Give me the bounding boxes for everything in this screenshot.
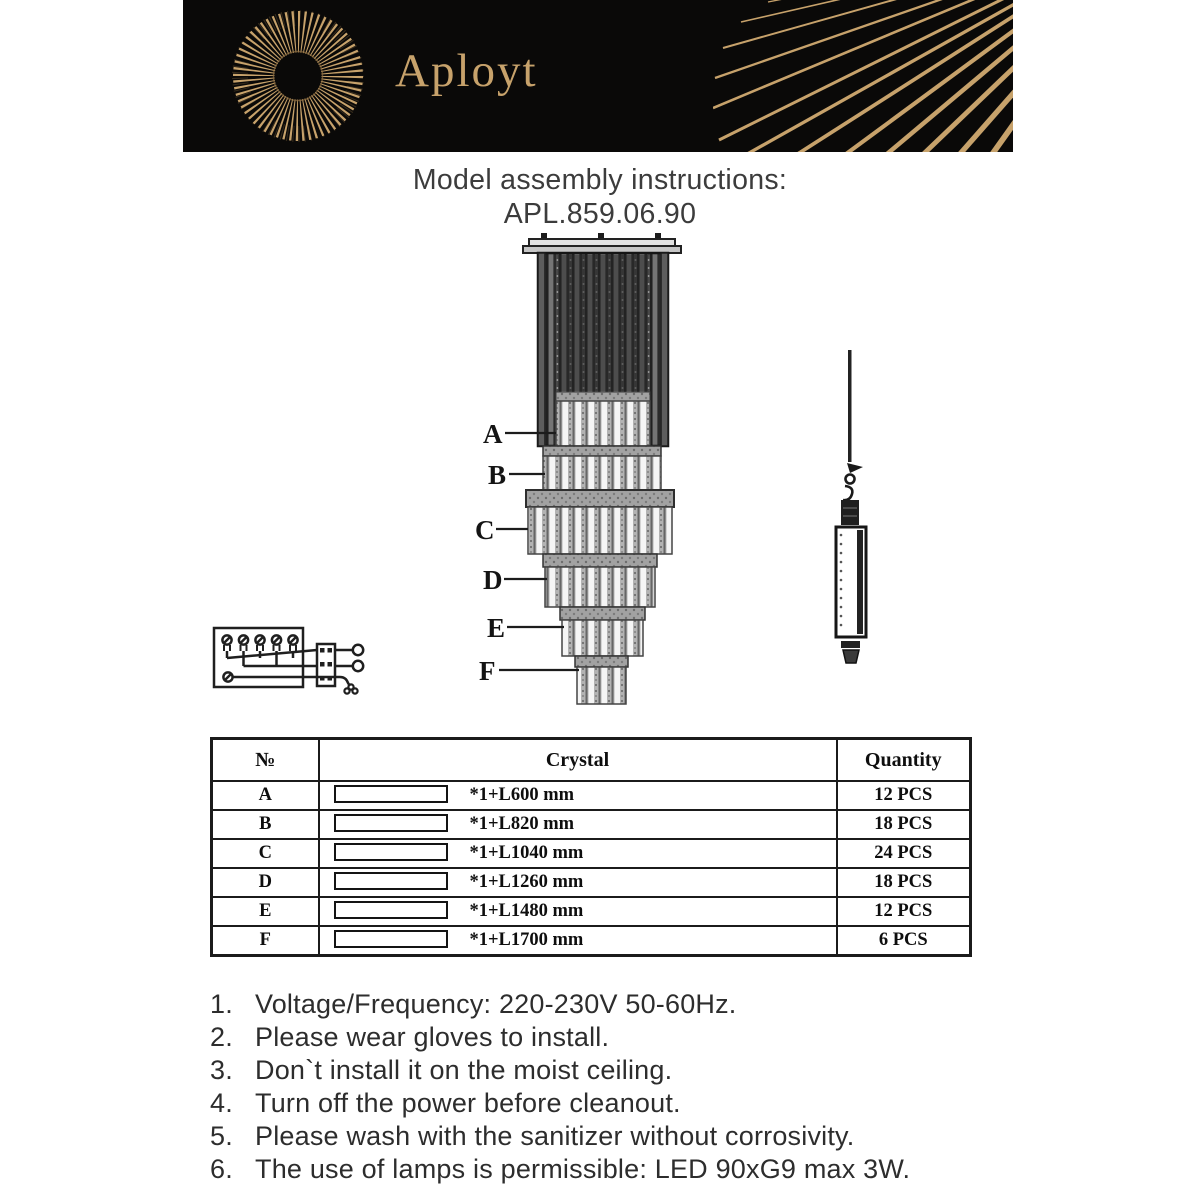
crystal-spec: *1+L1040 mm: [469, 843, 584, 863]
brand-name: Aployt: [395, 45, 538, 97]
row-crystal: [319, 810, 837, 839]
row-crystal: [319, 926, 837, 956]
model-number: APL.859.06.90: [503, 198, 697, 230]
crystal-spec: *1+L1700 mm: [469, 930, 584, 950]
crystal-swatch-icon: [334, 843, 448, 861]
table-row: [212, 810, 971, 839]
pendant-diagram: [836, 350, 866, 663]
tier-label-b: B: [488, 460, 507, 490]
row-quantity: 18 PCS: [837, 868, 971, 897]
instruction-number: 4.: [210, 1088, 233, 1118]
crystal-swatch-icon: [334, 901, 448, 919]
tier-label-c: C: [475, 515, 495, 545]
row-no: A: [212, 781, 319, 810]
row-no: C: [212, 839, 319, 868]
row-crystal: [319, 868, 837, 897]
instruction-item: [210, 1054, 1020, 1087]
instruction-item: [210, 1153, 1020, 1186]
row-quantity: 12 PCS: [837, 897, 971, 926]
table-row: [212, 839, 971, 868]
crystal-spec: *1+L820 mm: [469, 814, 575, 834]
crystal-swatch-icon: [334, 930, 448, 948]
row-crystal: [319, 781, 837, 810]
title-block: [0, 163, 1200, 231]
crystal-spec: *1+L1260 mm: [469, 872, 584, 892]
table-row: [212, 868, 971, 897]
assembly-diagram: [190, 228, 980, 713]
instruction-item: [210, 1021, 1020, 1054]
table-row: [212, 926, 971, 956]
instruction-text: Voltage/Frequency: 220-230V 50-60Hz.: [255, 989, 737, 1019]
chandelier-diagram: [523, 233, 681, 704]
crystal-spec: *1+L1480 mm: [469, 901, 584, 921]
sunburst-logo-icon: [228, 6, 368, 146]
header-quantity: Quantity: [837, 739, 971, 782]
parts-table: [210, 737, 972, 957]
instruction-item: [210, 988, 1020, 1021]
instruction-number: 6.: [210, 1154, 233, 1184]
row-no: D: [212, 868, 319, 897]
header-crystal: Crystal: [319, 739, 837, 782]
instruction-number: 3.: [210, 1055, 233, 1085]
row-no: B: [212, 810, 319, 839]
brand-banner: [183, 0, 1013, 152]
instruction-number: 5.: [210, 1121, 233, 1151]
crystal-swatch-icon: [334, 814, 448, 832]
instruction-item: [210, 1120, 1020, 1153]
table-row: [212, 897, 971, 926]
row-no: E: [212, 897, 319, 926]
instructions-list: [210, 988, 1020, 1186]
row-crystal: [319, 839, 837, 868]
crystal-swatch-icon: [334, 785, 448, 803]
tier-label-e: E: [487, 613, 506, 643]
crystal-spec: *1+L600 mm: [469, 785, 575, 805]
row-quantity: 24 PCS: [837, 839, 971, 868]
table-header-row: [212, 739, 971, 782]
instruction-text: Don`t install it on the moist ceiling.: [255, 1055, 673, 1085]
instruction-text: The use of lamps is permissible: LED 90xG9 max 3W.: [255, 1154, 911, 1184]
row-crystal: [319, 897, 837, 926]
row-quantity: 6 PCS: [837, 926, 971, 956]
page-title: Model assembly instructions:: [412, 164, 788, 196]
instruction-text: Turn off the power before cleanout.: [255, 1088, 681, 1118]
tier-label-f: F: [479, 656, 496, 686]
instruction-text: Please wear gloves to install.: [255, 1022, 610, 1052]
tier-label-d: D: [483, 565, 503, 595]
instruction-number: 2.: [210, 1022, 233, 1052]
instruction-text: Please wash with the sanitizer without corrosivity.: [255, 1121, 855, 1151]
row-no: F: [212, 926, 319, 956]
crystal-swatch-icon: [334, 872, 448, 890]
header-no: №: [212, 739, 319, 782]
wiring-diagram: [214, 628, 363, 694]
tier-label-a: A: [483, 419, 503, 449]
instruction-number: 1.: [210, 989, 233, 1019]
row-quantity: 18 PCS: [837, 810, 971, 839]
rays-decoration: [713, 0, 1013, 152]
instruction-item: [210, 1087, 1020, 1120]
table-row: [212, 781, 971, 810]
row-quantity: 12 PCS: [837, 781, 971, 810]
